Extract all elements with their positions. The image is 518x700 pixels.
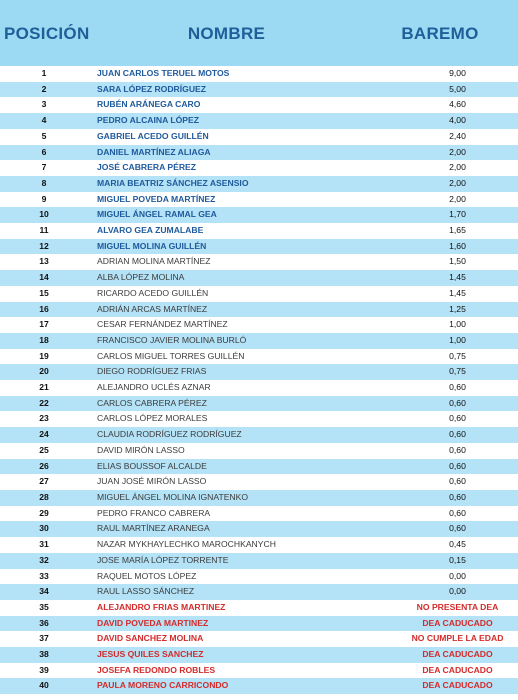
rank-cell: 32 bbox=[0, 553, 88, 569]
table-row bbox=[0, 317, 518, 333]
ranking-table bbox=[0, 66, 518, 694]
name-cell: RICARDO ACEDO GUILLÉN bbox=[88, 286, 397, 302]
rank-cell: 2 bbox=[0, 82, 88, 98]
table-row bbox=[0, 176, 518, 192]
score-cell: 0,60 bbox=[397, 506, 518, 522]
table-row bbox=[0, 506, 518, 522]
score-cell: 0,60 bbox=[397, 459, 518, 475]
table-row bbox=[0, 490, 518, 506]
name-cell: DANIEL MARTÍNEZ ALIAGA bbox=[88, 145, 397, 161]
table-row bbox=[0, 380, 518, 396]
name-cell: CARLOS LÓPEZ MORALES bbox=[88, 411, 397, 427]
table-row bbox=[0, 663, 518, 679]
rank-cell: 22 bbox=[0, 396, 88, 412]
rank-cell: 5 bbox=[0, 129, 88, 145]
score-cell: 0,60 bbox=[397, 474, 518, 490]
rank-cell: 35 bbox=[0, 600, 88, 616]
table-row bbox=[0, 537, 518, 553]
rank-cell: 12 bbox=[0, 239, 88, 255]
score-cell: 0,60 bbox=[397, 380, 518, 396]
name-cell: GABRIEL ACEDO GUILLÉN bbox=[88, 129, 397, 145]
rank-cell: 33 bbox=[0, 569, 88, 585]
rank-cell: 38 bbox=[0, 647, 88, 663]
table-row bbox=[0, 474, 518, 490]
name-cell: DAVID SANCHEZ MOLINA bbox=[88, 631, 397, 647]
name-cell: JUAN CARLOS TERUEL MOTOS bbox=[88, 66, 397, 82]
rank-cell: 20 bbox=[0, 364, 88, 380]
name-cell: MIGUEL MOLINA GUILLÉN bbox=[88, 239, 397, 255]
score-cell: 4,00 bbox=[397, 113, 518, 129]
table-row bbox=[0, 223, 518, 239]
name-cell: JOSEFA REDONDO ROBLES bbox=[88, 663, 397, 679]
rank-cell: 25 bbox=[0, 443, 88, 459]
table-row bbox=[0, 631, 518, 647]
score-cell: 5,00 bbox=[397, 82, 518, 98]
score-cell: 2,00 bbox=[397, 160, 518, 176]
score-cell: 0,60 bbox=[397, 443, 518, 459]
score-cell: 0,60 bbox=[397, 411, 518, 427]
table-row bbox=[0, 270, 518, 286]
rank-cell: 15 bbox=[0, 286, 88, 302]
table-row bbox=[0, 459, 518, 475]
rank-cell: 23 bbox=[0, 411, 88, 427]
rank-cell: 16 bbox=[0, 302, 88, 318]
table-row bbox=[0, 427, 518, 443]
name-cell: ADRIÁN ARCAS MARTÍNEZ bbox=[88, 302, 397, 318]
rank-cell: 9 bbox=[0, 192, 88, 208]
name-cell: JOSE MARÍA LÓPEZ TORRENTE bbox=[88, 553, 397, 569]
score-cell: 2,40 bbox=[397, 129, 518, 145]
name-cell: PAULA MORENO CARRICONDO bbox=[88, 678, 397, 694]
name-cell: JOSÉ CABRERA PÉREZ bbox=[88, 160, 397, 176]
rank-cell: 10 bbox=[0, 207, 88, 223]
score-cell: 1,00 bbox=[397, 333, 518, 349]
rank-cell: 39 bbox=[0, 663, 88, 679]
table-row bbox=[0, 647, 518, 663]
name-cell: DIEGO RODRÍGUEZ FRIAS bbox=[88, 364, 397, 380]
table-row bbox=[0, 286, 518, 302]
table-row bbox=[0, 443, 518, 459]
name-cell: RAUL LASSO SÁNCHEZ bbox=[88, 584, 397, 600]
rank-cell: 11 bbox=[0, 223, 88, 239]
name-cell: DAVID POVEDA MARTINEZ bbox=[88, 616, 397, 632]
table-row bbox=[0, 616, 518, 632]
name-cell: ADRIAN MOLINA MARTÍNEZ bbox=[88, 254, 397, 270]
rank-cell: 31 bbox=[0, 537, 88, 553]
table-row bbox=[0, 239, 518, 255]
score-cell: 1,70 bbox=[397, 207, 518, 223]
rank-cell: 26 bbox=[0, 459, 88, 475]
header-position: POSICIÓN bbox=[4, 24, 90, 43]
score-cell: 1,60 bbox=[397, 239, 518, 255]
name-cell: CLAUDIA RODRÍGUEZ RODRÍGUEZ bbox=[88, 427, 397, 443]
rank-cell: 14 bbox=[0, 270, 88, 286]
name-cell: ALEJANDRO FRIAS MARTINEZ bbox=[88, 600, 397, 616]
name-cell: JESUS QUILES SANCHEZ bbox=[88, 647, 397, 663]
table-row bbox=[0, 333, 518, 349]
score-cell: 0,45 bbox=[397, 537, 518, 553]
name-cell: NAZAR MYKHAYLECHKO MAROCHKANYCH bbox=[88, 537, 397, 553]
rank-cell: 19 bbox=[0, 349, 88, 365]
rank-cell: 1 bbox=[0, 66, 88, 82]
rank-cell: 18 bbox=[0, 333, 88, 349]
table-row bbox=[0, 66, 518, 82]
score-cell: NO CUMPLE LA EDAD bbox=[397, 631, 518, 647]
table-row bbox=[0, 129, 518, 145]
score-cell: 0,60 bbox=[397, 521, 518, 537]
name-cell: MIGUEL ÁNGEL MOLINA IGNATENKO bbox=[88, 490, 397, 506]
score-cell: 0,60 bbox=[397, 427, 518, 443]
table-row bbox=[0, 82, 518, 98]
score-cell: 1,65 bbox=[397, 223, 518, 239]
table-row bbox=[0, 207, 518, 223]
score-cell: 2,00 bbox=[397, 145, 518, 161]
rank-cell: 24 bbox=[0, 427, 88, 443]
rank-cell: 29 bbox=[0, 506, 88, 522]
name-cell: CARLOS CABRERA PÉREZ bbox=[88, 396, 397, 412]
score-cell: 0,60 bbox=[397, 396, 518, 412]
name-cell: MIGUEL POVEDA MARTÍNEZ bbox=[88, 192, 397, 208]
score-cell: NO PRESENTA DEA bbox=[397, 600, 518, 616]
rank-cell: 3 bbox=[0, 97, 88, 113]
header-name: NOMBRE bbox=[187, 24, 266, 43]
table-row bbox=[0, 192, 518, 208]
name-cell: MIGUEL ÁNGEL RAMAL GEA bbox=[88, 207, 397, 223]
table-row bbox=[0, 113, 518, 129]
name-cell: ELIAS BOUSSOF ALCALDE bbox=[88, 459, 397, 475]
table-row bbox=[0, 678, 518, 694]
name-cell: CARLOS MIGUEL TORRES GUILLÉN bbox=[88, 349, 397, 365]
score-cell: DEA CADUCADO bbox=[397, 678, 518, 694]
name-cell: RAUL MARTÍNEZ ARANEGA bbox=[88, 521, 397, 537]
table-header bbox=[0, 0, 518, 66]
name-cell: MARIA BEATRIZ SÁNCHEZ ASENSIO bbox=[88, 176, 397, 192]
rank-cell: 37 bbox=[0, 631, 88, 647]
score-cell: 0,60 bbox=[397, 490, 518, 506]
name-cell: CESAR FERNÁNDEZ MARTÍNEZ bbox=[88, 317, 397, 333]
rank-cell: 40 bbox=[0, 678, 88, 694]
table-row bbox=[0, 364, 518, 380]
ranking-rows bbox=[0, 66, 518, 694]
rank-cell: 7 bbox=[0, 160, 88, 176]
score-cell: 1,00 bbox=[397, 317, 518, 333]
table-row bbox=[0, 521, 518, 537]
table-row bbox=[0, 600, 518, 616]
score-cell: 9,00 bbox=[397, 66, 518, 82]
score-cell: 2,00 bbox=[397, 176, 518, 192]
name-cell: DAVID MIRÓN LASSO bbox=[88, 443, 397, 459]
name-cell: SARA LÓPEZ RODRÍGUEZ bbox=[88, 82, 397, 98]
rank-cell: 17 bbox=[0, 317, 88, 333]
name-cell: JUAN JOSÉ MIRÓN LASSO bbox=[88, 474, 397, 490]
table-row bbox=[0, 254, 518, 270]
table-row bbox=[0, 302, 518, 318]
table-row bbox=[0, 349, 518, 365]
score-cell: 0,75 bbox=[397, 349, 518, 365]
table-row bbox=[0, 396, 518, 412]
score-cell: 0,00 bbox=[397, 569, 518, 585]
table-row bbox=[0, 97, 518, 113]
rank-cell: 8 bbox=[0, 176, 88, 192]
score-cell: DEA CADUCADO bbox=[397, 663, 518, 679]
rank-cell: 13 bbox=[0, 254, 88, 270]
rank-cell: 6 bbox=[0, 145, 88, 161]
table-row bbox=[0, 160, 518, 176]
score-cell: 1,45 bbox=[397, 270, 518, 286]
name-cell: PEDRO ALCAINA LÓPEZ bbox=[88, 113, 397, 129]
header-score: BAREMO bbox=[401, 24, 479, 43]
name-cell: FRANCISCO JAVIER MOLINA BURLÓ bbox=[88, 333, 397, 349]
table-row bbox=[0, 553, 518, 569]
table-row bbox=[0, 584, 518, 600]
table-row bbox=[0, 145, 518, 161]
name-cell: ALVARO GEA ZUMALABE bbox=[88, 223, 397, 239]
rank-cell: 34 bbox=[0, 584, 88, 600]
rank-cell: 4 bbox=[0, 113, 88, 129]
score-cell: DEA CADUCADO bbox=[397, 616, 518, 632]
score-cell: 0,75 bbox=[397, 364, 518, 380]
table-row bbox=[0, 411, 518, 427]
score-cell: DEA CADUCADO bbox=[397, 647, 518, 663]
rank-cell: 28 bbox=[0, 490, 88, 506]
score-cell: 1,25 bbox=[397, 302, 518, 318]
name-cell: ALEJANDRO UCLÉS AZNAR bbox=[88, 380, 397, 396]
score-cell: 0,00 bbox=[397, 584, 518, 600]
score-cell: 1,50 bbox=[397, 254, 518, 270]
score-cell: 2,00 bbox=[397, 192, 518, 208]
name-cell: RAQUEL MOTOS LÓPEZ bbox=[88, 569, 397, 585]
score-cell: 1,45 bbox=[397, 286, 518, 302]
table-row bbox=[0, 569, 518, 585]
score-cell: 0,15 bbox=[397, 553, 518, 569]
name-cell: PEDRO FRANCO CABRERA bbox=[88, 506, 397, 522]
rank-cell: 27 bbox=[0, 474, 88, 490]
rank-cell: 36 bbox=[0, 616, 88, 632]
name-cell: ALBA LÓPEZ MOLINA bbox=[88, 270, 397, 286]
score-cell: 4,60 bbox=[397, 97, 518, 113]
rank-cell: 21 bbox=[0, 380, 88, 396]
name-cell: RUBÉN ARÁNEGA CARO bbox=[88, 97, 397, 113]
rank-cell: 30 bbox=[0, 521, 88, 537]
